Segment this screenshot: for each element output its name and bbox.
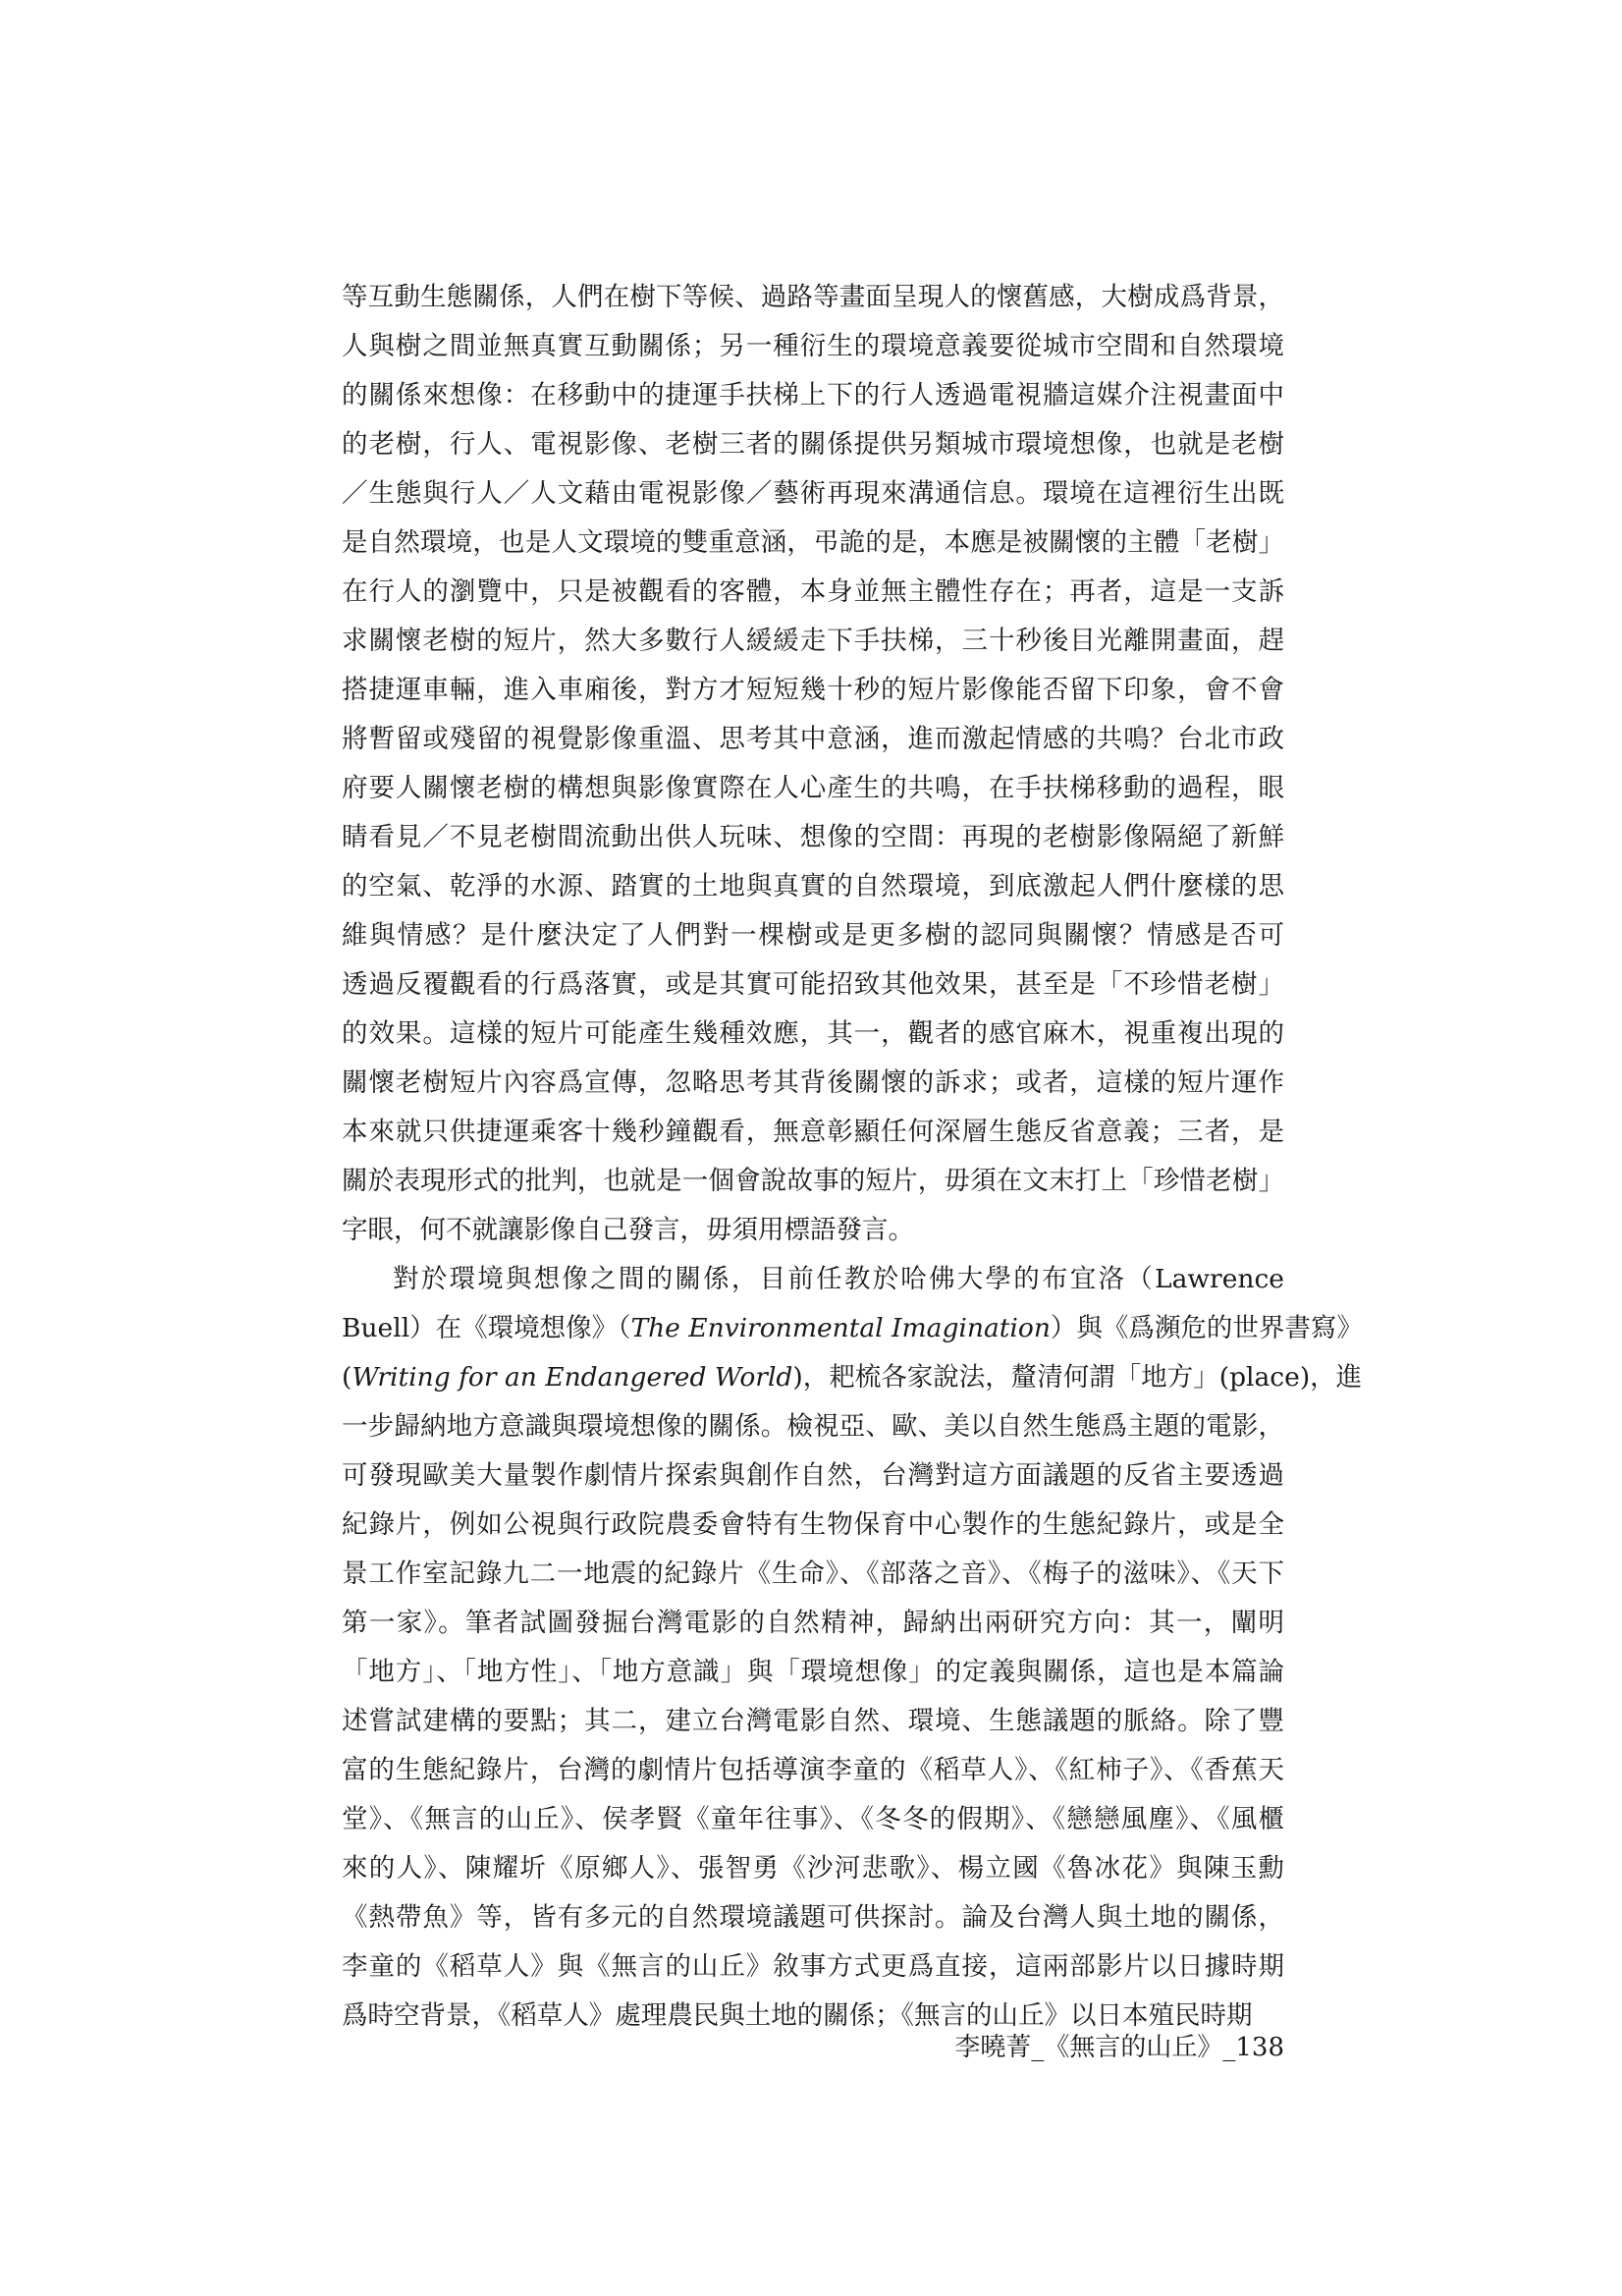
text-line: 富的生態紀錄片，台灣的劇情片包括導演李童的《稻草人》、《紅柿子》、《香蕉天	[342, 1755, 1284, 1785]
text-line: 字眼，何不就讓影像自己發言，毋須用標語發言。	[342, 1215, 914, 1245]
text-line: 人與樹之間並無真實互動關係；另一種衍生的環境意義要從城市空間和自然環境	[342, 331, 1284, 361]
text-line: ／生態與行人／人文藉由電視影像／藝術再現來溝通信息。環境在這裡衍生出既	[342, 478, 1284, 509]
text-line: 對於環境與想像之間的關係，目前任教於哈佛大學的布宜洛（Lawrence	[393, 1264, 1284, 1294]
text-line: 搭捷運車輛，進入車廂後，對方才短短幾十秒的短片影像能否留下印象，會不會	[342, 675, 1284, 705]
text-line: 可發現歐美大量製作劇情片探索與創作自然，台灣對這方面議題的反省主要透過	[342, 1460, 1284, 1491]
text-line: 「地方」、「地方性」、「地方意識」與「環境想像」的定義與關係，這也是本篇論	[342, 1657, 1284, 1687]
text-line: 的老樹，行人、電視影像、老樹三者的關係提供另類城市環境想像，也就是老樹	[342, 429, 1284, 460]
text-line: 紀錄片，例如公視與行政院農委會特有生物保育中心製作的生態紀錄片，或是全	[342, 1509, 1284, 1540]
text-line: 本來就只供捷運乘客十幾秒鐘觀看，無意彰顯任何深層生態反省意義；三者，是	[342, 1117, 1284, 1147]
text-line: 府要人關懷老樹的構想與影像實際在人心產生的共鳴，在手扶梯移動的過程，眼	[342, 773, 1284, 803]
paragraph-1	[342, 273, 1284, 1255]
text-line: 透過反覆觀看的行爲落實，或是其實可能招致其他效果，甚至是「不珍惜老樹」	[342, 969, 1284, 1000]
text-line: 述嘗試建構的要點；其二，建立台灣電影自然、環境、生態議題的脈絡。除了豐	[342, 1706, 1284, 1736]
text-line: 維與情感？是什麼決定了人們對一棵樹或是更多樹的認同與關懷？情感是否可	[342, 920, 1284, 951]
text-line: 李童的《稻草人》與《無言的山丘》敘事方式更爲直接，這兩部影片以日據時期	[342, 1951, 1284, 1982]
text-line: 關於表現形式的批判，也就是一個會說故事的短片，毋須在文末打上「珍惜老樹」	[342, 1166, 1284, 1196]
text-line: 睛看見／不見老樹間流動出供人玩味、想像的空間：再現的老樹影像隔絕了新鮮	[342, 822, 1284, 852]
text-line: 景工作室記錄九二一地震的紀錄片《生命》、《部落之音》、《梅子的滋味》、《天下	[342, 1558, 1284, 1589]
page-body	[342, 273, 1363, 2041]
text-line: 是自然環境，也是人文環境的雙重意涵，弔詭的是，本應是被關懷的主體「老樹」	[342, 527, 1284, 558]
text-line: 的空氣、乾淨的水源、踏實的土地與真實的自然環境，到底激起人們什麼樣的思	[342, 871, 1284, 902]
text-line: 《熱帶魚》等，皆有多元的自然環境議題可供探討。論及台灣人與土地的關係，	[342, 1902, 1284, 1933]
text-line: Buell）在《環境想像》（The Environmental Imagination）與《爲瀕危的世界書寫》	[342, 1313, 1363, 1343]
text-line: 等互動生態關係，人們在樹下等候、過路等畫面呈現人的懷舊感，大樹成爲背景，	[342, 282, 1284, 312]
text-line: 將暫留或殘留的視覺影像重溫、思考其中意涵，進而激起情感的共鳴？台北市政	[342, 724, 1284, 754]
text-line: 第一家》。筆者試圖發掘台灣電影的自然精神，歸納出兩研究方向：其一，闡明	[342, 1608, 1284, 1638]
text-line: 的效果。這樣的短片可能產生幾種效應，其一，觀者的感官麻木，視重複出現的	[342, 1018, 1284, 1049]
text-line: 求關懷老樹的短片，然大多數行人緩緩走下手扶梯，三十秒後目光離開畫面，趕	[342, 626, 1284, 656]
text-line: 一步歸納地方意識與環境想像的關係。檢視亞、歐、美以自然生態爲主題的電影，	[342, 1411, 1284, 1442]
text-line: 在行人的瀏覽中，只是被觀看的客體，本身並無主體性存在；再者，這是一支訴	[342, 576, 1284, 607]
text-line: 來的人》、陳耀圻《原鄉人》、張智勇《沙河悲歌》、楊立國《魯冰花》與陳玉勳	[342, 1853, 1284, 1884]
paragraph-2	[342, 1255, 1363, 2041]
page-footer: 李曉菁_《無言的山丘》_138	[954, 2033, 1284, 2062]
text-line: 堂》、《無言的山丘》、侯孝賢《童年往事》、《冬冬的假期》、《戀戀風塵》、《風櫃	[342, 1804, 1284, 1834]
text-line: 關懷老樹短片內容爲宣傳，忽略思考其背後關懷的訴求；或者，這樣的短片運作	[342, 1067, 1284, 1098]
text-line: 爲時空背景，《稻草人》處理農民與土地的關係；《無言的山丘》以日本殖民時期	[342, 2000, 1253, 2031]
text-line: 的關係來想像：在移動中的捷運手扶梯上下的行人透過電視牆這媒介注視畫面中	[342, 380, 1284, 410]
text-line: (Writing for an Endangered World)，耙梳各家說法，釐清何謂「地方」(place)，進	[342, 1362, 1363, 1393]
